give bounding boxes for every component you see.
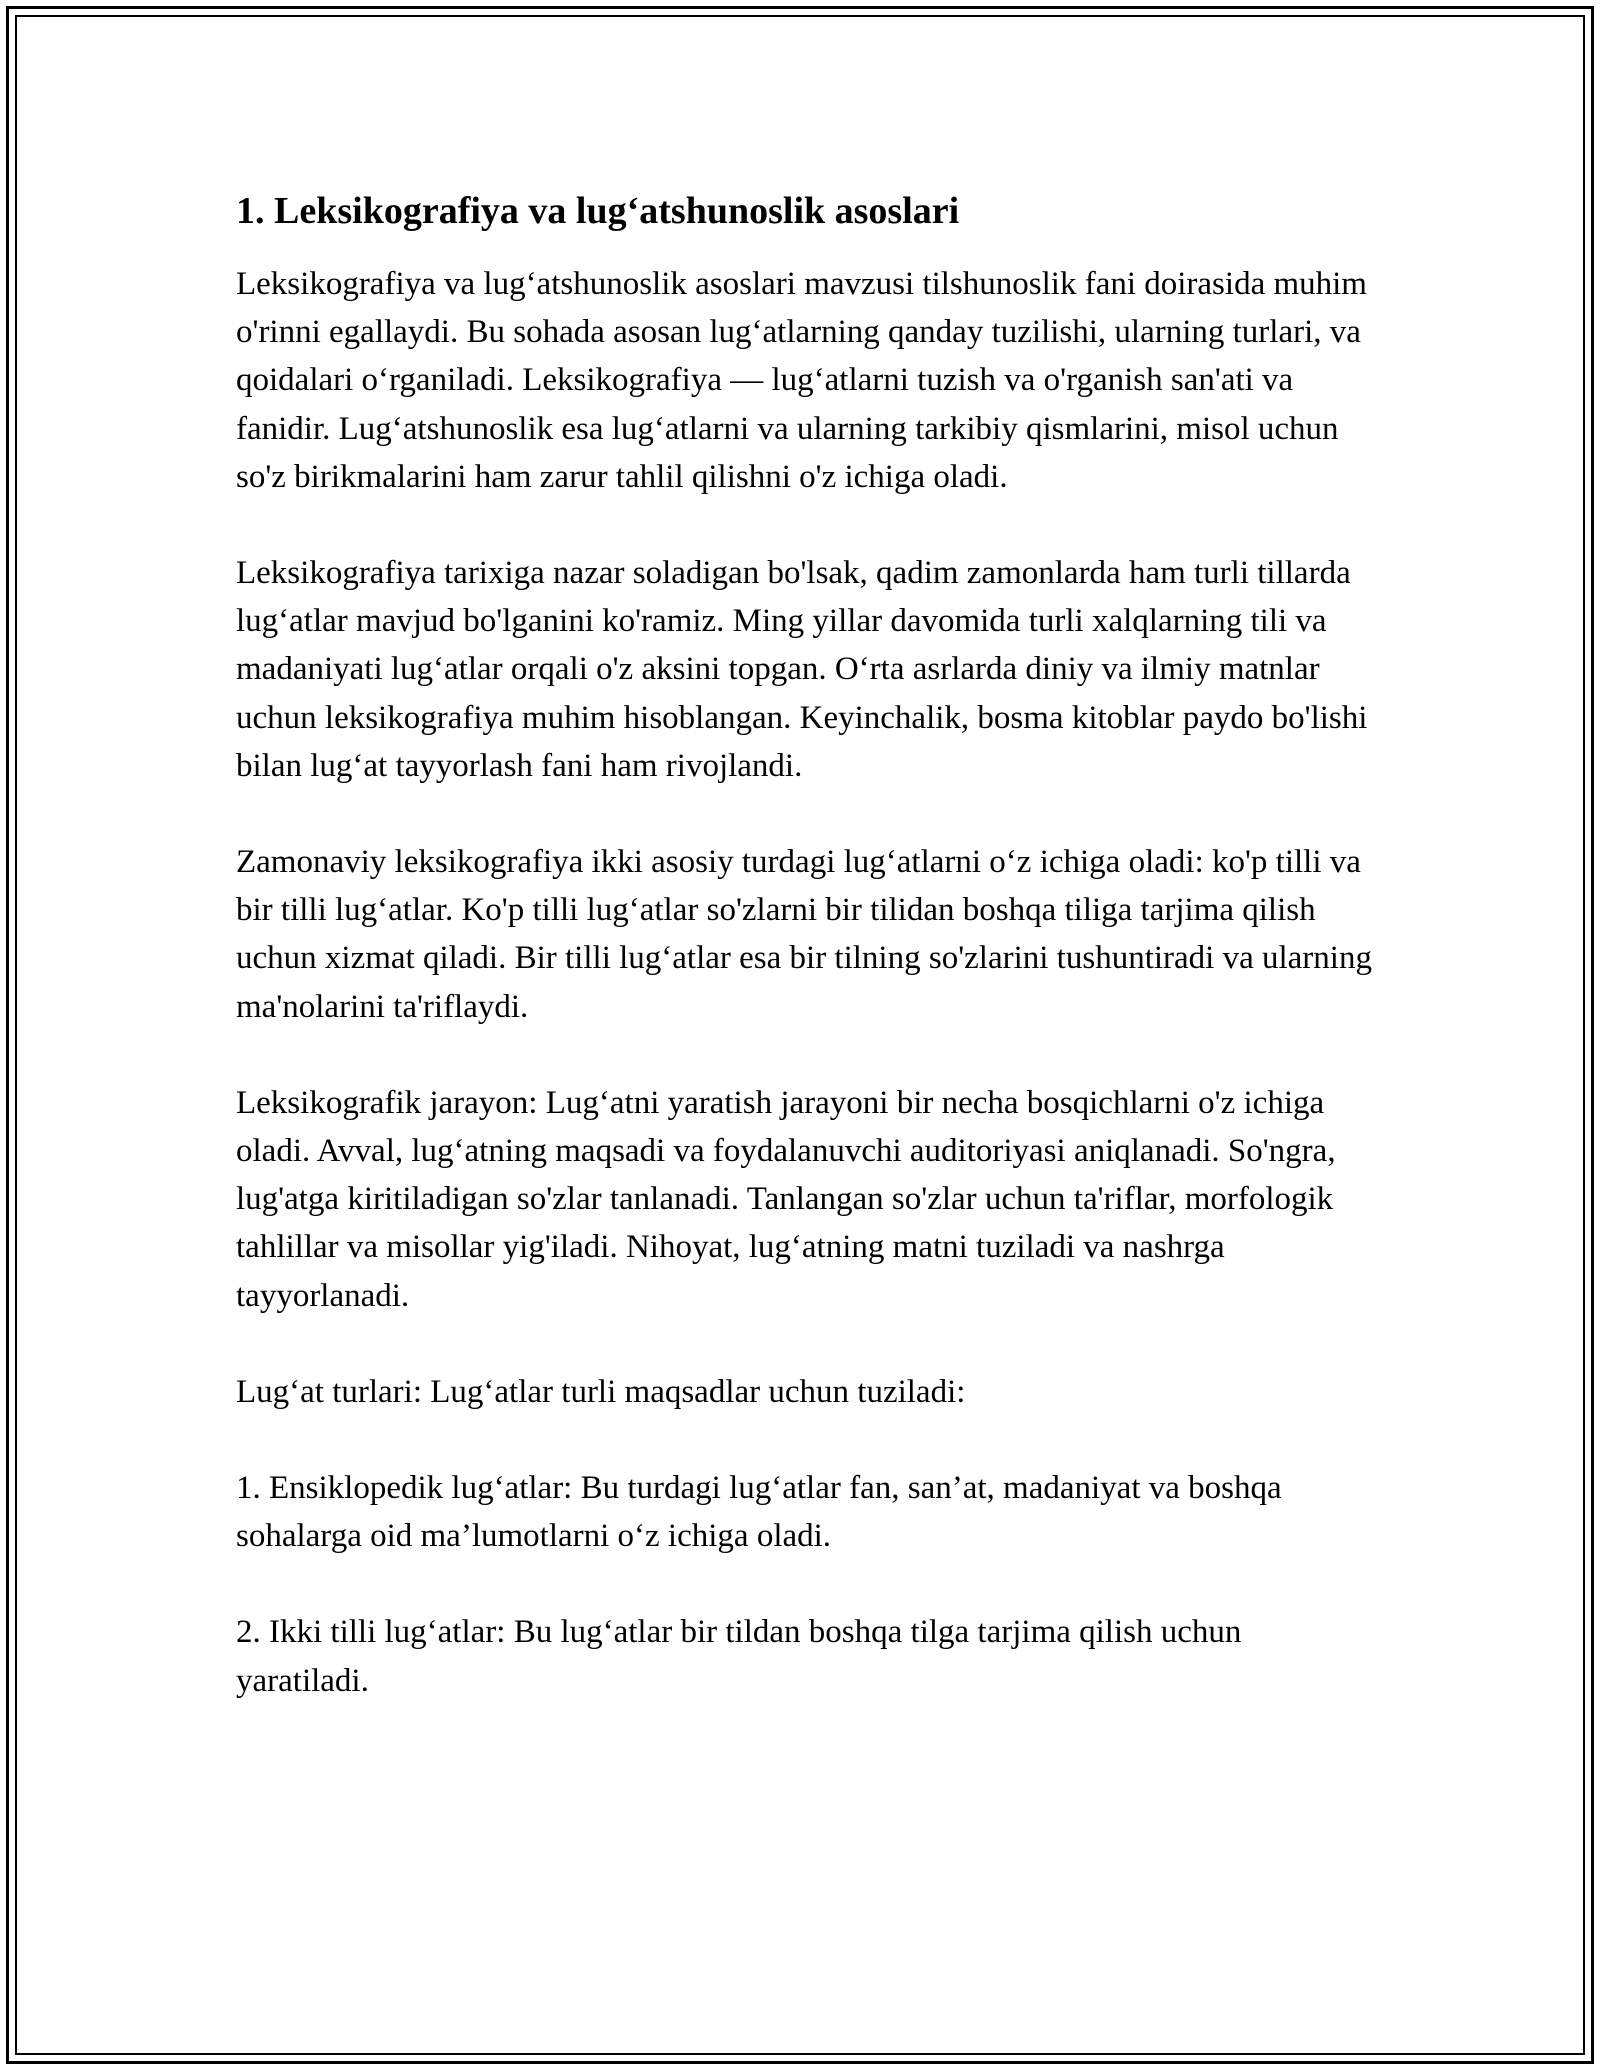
- paragraph-types-intro: Lug‘at turlari: Lug‘atlar turli maqsadlar uchun tuziladi:: [236, 1373, 966, 1410]
- list-item-encyclopedic: 1. Ensiklopedik lug‘atlar: Bu turdagi lug‘atlar fan, san’at, madaniyat va boshqa sohalarga oid ma’lumotlarni o‘z ichiga oladi.: [236, 1470, 1282, 1555]
- paragraph-history: Leksikografiya tarixiga nazar soladigan bo'lsak, qadim zamonlarda ham turli tillarda lug‘atlar mavjud bo'lganini ko'ramiz. Ming yillar davomida turli xalqlarning tili va madaniyati lug‘atlar orqali o'z aksini topgan. O‘rta asrlarda diniy va ilmiy matnlar uchun leksikografiya muhim hisoblangan. Keyinchalik, bosma kitoblar paydo bo'lishi bilan lug‘at tayyorlash fani ham rivojlandi.: [236, 555, 1368, 784]
- paragraph-process: Leksikografik jarayon: Lug‘atni yaratish jarayoni bir necha bosqichlarni o'z ichiga oladi. Avval, lug‘atning maqsadi va foydalanuvchi auditoriyasi aniqlanadi. So'ngra, lug'atga kiritiladigan so'zlar tanlanadi. Tanlangan so'zlar uchun ta'riflar, morfologik tahlillar va misollar yig'iladi. Nihoyat, lug‘atning matni tuziladi va nashrga tayyorlanadi.: [236, 1084, 1336, 1314]
- paragraph-modern: Zamonaviy leksikografiya ikki asosiy turdagi lug‘atlarni o‘z ichiga oladi: ko'p tilli va bir tilli lug‘atlar. Ko'p tilli lug‘atlar so'zlarni bir tilidan boshqa tiliga tarjima qilish uchun xizmat qiladi. Bir tilli lug‘atlar esa bir tilning so'zlarini tushuntiradi va ularning ma'nolarini ta'riflaydi.: [236, 844, 1372, 1025]
- paragraph-intro: Leksikografiya va lug‘atshunoslik asoslari mavzusi tilshunoslik fani doirasida muhim o'rinni egallaydi. Bu sohada asosan lug‘atlarning qanday tuzilishi, ularning turlari, va qoidalari o‘rganiladi. Leksikografiya — lug‘atlarni tuzish va o'rganish san'ati va fanidir. Lug‘atshunoslik esa lug‘atlarni va ularning tarkibiy qismlarini, misol uchun so'z birikmalarini ham zarur tahlil qilishni o'z ichiga oladi.: [236, 266, 1367, 495]
- list-item-bilingual: 2. Ikki tilli lug‘atlar: Bu lug‘atlar bir tildan boshqa tilga tarjima qilish uchun yaratiladi.: [236, 1614, 1242, 1699]
- section-heading: 1. Leksikografiya va lug‘atshunoslik asoslari: [236, 190, 960, 232]
- document-body: [236, 186, 1376, 1753]
